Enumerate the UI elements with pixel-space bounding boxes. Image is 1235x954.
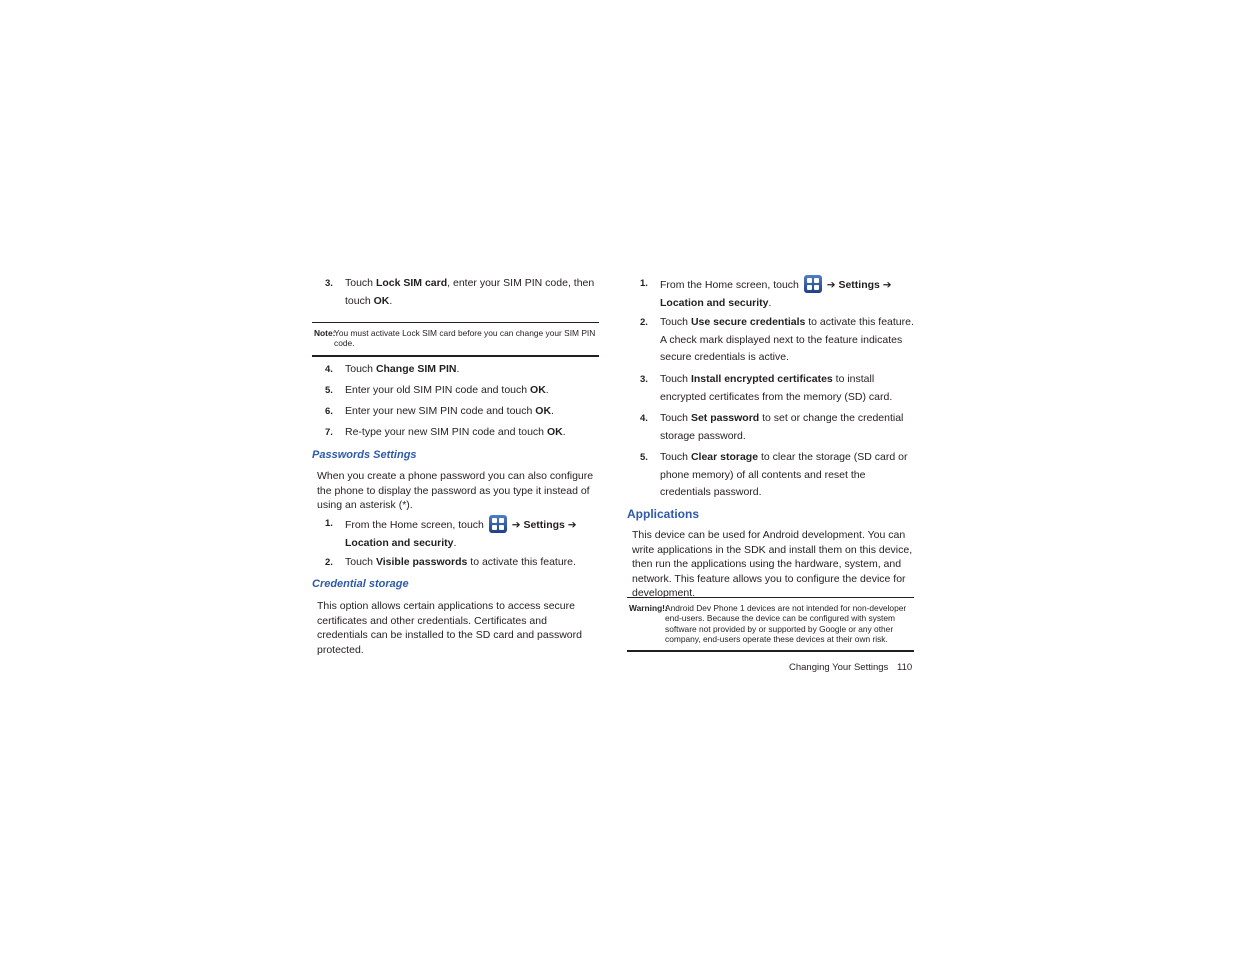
applications-grid-icon <box>489 515 507 533</box>
warning-label: Warning!: <box>629 603 668 613</box>
step-text: Touch Clear storage to clear the storage (SD card or phone memory) of all contents and reset the credentials password. <box>660 451 908 498</box>
credential-storage-heading: Credential storage <box>312 578 409 590</box>
passwords-paragraph: When you create a phone password you can also configure the phone to display the password as you type it instead of using an asterisk (*). <box>317 470 594 512</box>
applications-grid-icon <box>804 275 822 293</box>
step-number: 1. <box>325 518 333 529</box>
step-number: 3. <box>325 278 333 289</box>
step-text: From the Home screen, touch ➔ Settings ➔ Location and security. <box>660 275 914 312</box>
note-text: You must activate Lock SIM card before you can change your SIM PIN code. <box>334 328 596 349</box>
warning-text: Android Dev Phone 1 devices are not intended for non-developer end-users. Because the device can be configured with system software not provided by or supported by Google or any other company, end-users operate these devices at their own risk. <box>665 603 907 644</box>
step-text: Enter your old SIM PIN code and touch OK. <box>345 384 549 396</box>
step-number: 5. <box>640 452 648 463</box>
page-number: 110 <box>897 662 913 673</box>
warning-box <box>627 597 914 652</box>
step-text: From the Home screen, touch ➔ Settings ➔ Location and security. <box>345 515 599 552</box>
step-text: Enter your new SIM PIN code and touch OK. <box>345 405 554 417</box>
step-text: Touch Install encrypted certificates to install encrypted certificates from the memory (SD) card. <box>660 373 893 403</box>
step-number: 2. <box>325 557 333 568</box>
applications-heading: Applications <box>627 507 700 521</box>
step-text: Re-type your new SIM PIN code and touch OK. <box>345 426 566 438</box>
step-text: Touch Visible passwords to activate this feature. <box>345 556 576 568</box>
step-number: 4. <box>640 413 648 424</box>
step-number: 4. <box>325 364 333 375</box>
note-box <box>312 322 599 357</box>
step-number: 2. <box>640 317 648 328</box>
note-label: Note: <box>314 328 336 338</box>
step-text: Touch Use secure credentials to activate this feature. A check mark displayed next to the feature indicates secure credentials is active. <box>660 316 914 363</box>
step-number: 1. <box>640 278 648 289</box>
step-text: Touch Change SIM PIN. <box>345 363 460 375</box>
step-number: 3. <box>640 374 648 385</box>
footer-section-title: Changing Your Settings <box>789 662 889 673</box>
credential-paragraph: This option allows certain applications to access secure certificates and other credentials. Certificates and credentials can be installed to the SD card and password protected. <box>317 600 582 656</box>
passwords-settings-heading: Passwords Settings <box>312 449 417 461</box>
step-text: Touch Lock SIM card, enter your SIM PIN code, then touch OK. <box>345 277 595 307</box>
step-text: Touch Set password to set or change the credential storage password. <box>660 412 904 442</box>
step-number: 5. <box>325 385 333 396</box>
step-number: 7. <box>325 427 333 438</box>
applications-paragraph: This device can be used for Android development. You can write applications in the SDK and install them on this device, then run the applications using the hardware, system, and network. This feature allows you to configure the device for development. <box>632 529 913 600</box>
step-number: 6. <box>325 406 333 417</box>
